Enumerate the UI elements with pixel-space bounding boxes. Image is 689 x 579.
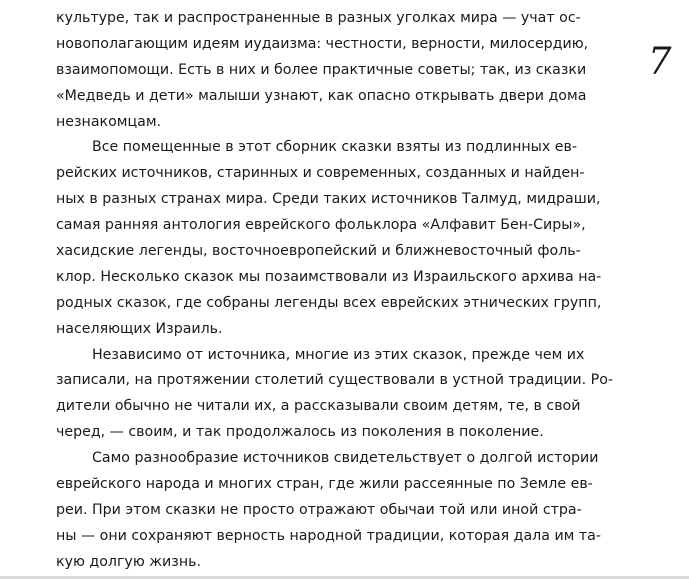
text-line: незнакомцам. bbox=[56, 113, 162, 130]
text-line: хасидские легенды, восточноевропейский и ближневосточный фоль- bbox=[56, 243, 581, 260]
text-line: самая ранняя антология еврейского фольклора «Алфавит Бен-Сиры», bbox=[56, 217, 586, 234]
text-line: дители обычно не читали их, а рассказывали своим детям, те, в свой bbox=[56, 398, 581, 415]
text-line: населяющих Израиль. bbox=[56, 320, 223, 337]
text-line: «Медведь и дети» малыши узнают, как опасно открывать двери дома bbox=[56, 87, 587, 104]
text-line: новополагающим идеям иудаизма: честности, верности, милосердию, bbox=[56, 35, 589, 52]
text-line: клор. Несколько сказок мы позаимствовали из Израильского архива на- bbox=[56, 268, 602, 285]
text-line: реи. При этом сказки не просто отражают обычаи той или иной стра- bbox=[56, 501, 582, 518]
text-line: родных сказок, где собраны легенды всех еврейских этнических групп, bbox=[56, 294, 602, 311]
text-line: Само разнообразие источников свидетельствует о долгой истории bbox=[92, 450, 599, 467]
paragraph-4 bbox=[56, 446, 601, 575]
text-line: культуре, так и распространенные в разных уголках мира — учат ос- bbox=[56, 10, 581, 26]
paragraph-3 bbox=[56, 343, 614, 447]
page-number: 7 bbox=[648, 40, 672, 83]
text-line: рейских источников, старинных и современных, созданных и найден- bbox=[56, 165, 585, 182]
paragraph-2 bbox=[56, 135, 602, 342]
text-line: ны — они сохраняют верность народной традиции, которая дала им та- bbox=[56, 527, 601, 544]
text-line: кую долгую жизнь. bbox=[56, 553, 201, 570]
text-line: Независимо от источника, многие из этих сказок, прежде чем их bbox=[92, 346, 585, 363]
text-line: взаимопомощи. Есть в них и более практичные советы; так, из сказки bbox=[56, 61, 587, 78]
text-line: черед, — своим, и так продолжалось из поколения в поколение. bbox=[56, 424, 544, 441]
text-line: ных в разных странах мира. Среди таких источников Талмуд, мидраши, bbox=[56, 191, 601, 208]
text-line: записали, на протяжении столетий существовали в устной традиции. Ро- bbox=[56, 372, 614, 389]
text-line: еврейского народа и многих стран, где жили рассеянные по Земле ев- bbox=[56, 476, 593, 493]
body-text bbox=[56, 6, 614, 576]
paragraph-1 bbox=[56, 6, 589, 135]
text-line: Все помещенные в этот сборник сказки взяты из подлинных ев- bbox=[92, 139, 577, 156]
